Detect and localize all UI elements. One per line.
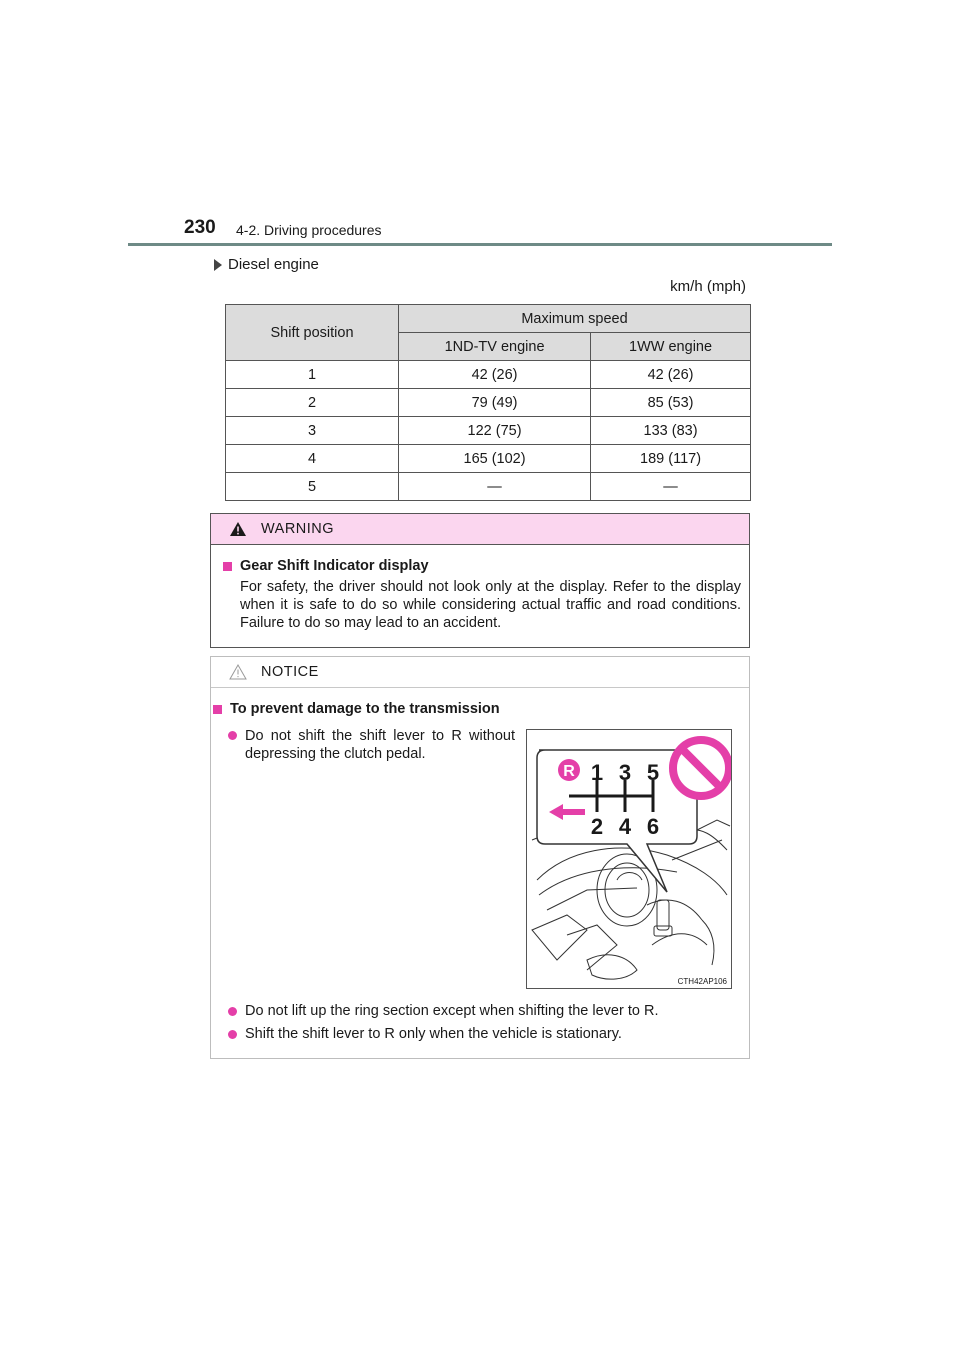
page-number: 230 [184,217,216,238]
notice-item-text: Do not lift up the ring section except when shifting the lever to R. [245,1003,659,1019]
shift-cell: 1 [226,361,399,389]
warning-text: For safety, the driver should not look only at the display. Refer to the display when it is safe to do so while considering actual traffic and road conditions. Failure to do so may lead to an accident. [240,579,741,631]
notice-title [213,701,500,717]
table-row [226,473,751,501]
speed-cell: 79 (49) [399,389,591,417]
warning-title-text: Gear Shift Indicator display [240,558,429,574]
speed-cell: 42 (26) [591,361,751,389]
notice-box [210,656,750,1059]
notice-item [228,1003,658,1019]
speed-cell: 189 (117) [591,445,751,473]
warning-title [223,558,429,574]
warning-triangle-icon [229,521,247,537]
notice-title-text: To prevent damage to the transmission [230,701,500,717]
notice-item [228,1026,622,1042]
table-row [226,389,751,417]
header-rule [128,243,832,246]
shift-cell: 4 [226,445,399,473]
circle-bullet-icon [228,1007,237,1016]
square-bullet-icon [223,562,232,571]
gear-6-label: 6 [646,814,660,839]
table-row [226,361,751,389]
gear-shift-illustration [526,729,732,989]
speed-cell: 122 (75) [399,417,591,445]
header-engine-1ndtv: 1ND-TV engine [399,333,591,361]
figure-code: CTH42AP106 [677,977,727,986]
notice-item-text: Do not shift the shift lever to R without depressing the clutch pedal. [245,728,515,762]
square-bullet-icon [213,705,222,714]
speed-cell: 165 (102) [399,445,591,473]
header-engine-1ww: 1WW engine [591,333,751,361]
notice-label: NOTICE [261,664,319,680]
notice-item [228,727,515,763]
header-max-speed: Maximum speed [399,305,751,333]
warning-box [210,513,750,648]
speed-cell: 85 (53) [591,389,751,417]
prohibition-icon [673,740,729,796]
speed-cell: 42 (26) [399,361,591,389]
triangle-bullet-icon [214,259,222,271]
header-shift-position: Shift position [226,305,399,361]
sub-heading-text: Diesel engine [228,256,319,273]
notice-item-text: Shift the shift lever to R only when the vehicle is stationary. [245,1026,622,1042]
warning-header [211,514,749,545]
shift-cell: 5 [226,473,399,501]
shift-cell: 3 [226,417,399,445]
section-title: 4-2. Driving procedures [236,222,382,238]
gear-2-label: 2 [590,814,604,839]
table-row [226,445,751,473]
gear-5-label: 5 [646,760,660,785]
circle-bullet-icon [228,731,237,740]
gear-r-label: R [563,763,575,780]
gear-3-label: 3 [618,760,632,785]
speed-cell: — [591,473,751,501]
gear-4-label: 4 [618,814,632,839]
shift-cell: 2 [226,389,399,417]
gear-1-label: 1 [590,760,604,785]
sub-heading [214,256,319,273]
units-label: km/h (mph) [670,278,746,295]
warning-label: WARNING [261,521,335,537]
gear-shift-diagram [527,730,731,988]
notice-triangle-icon [229,664,247,680]
table-row [226,417,751,445]
notice-header [211,657,749,688]
max-speed-table [225,304,751,501]
speed-cell: — [399,473,591,501]
speed-cell: 133 (83) [591,417,751,445]
circle-bullet-icon [228,1030,237,1039]
